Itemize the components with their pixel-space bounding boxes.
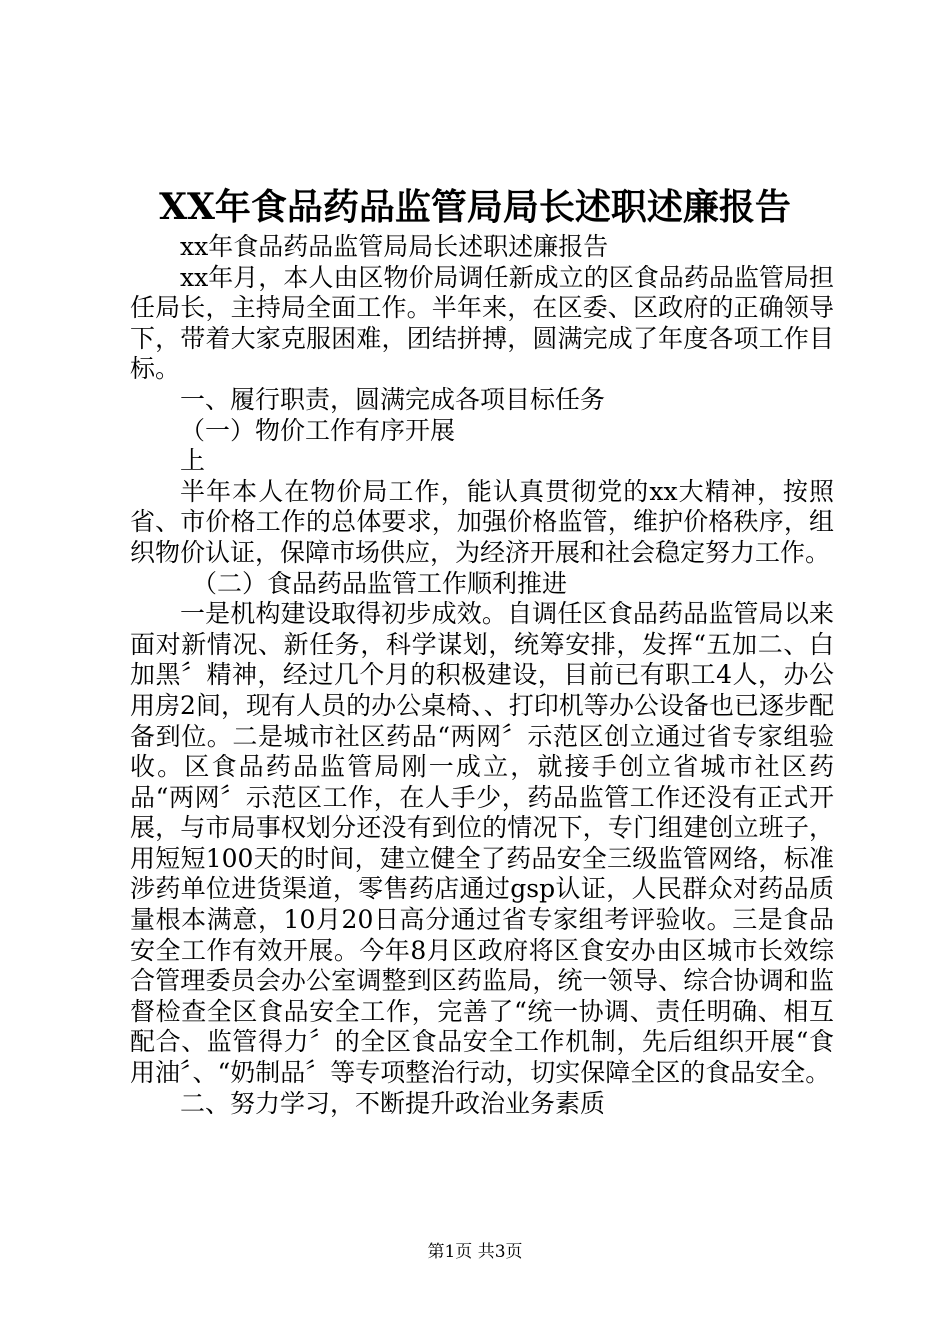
page-footer: 第1页 共3页 — [427, 1242, 523, 1262]
paragraph-price-work: 半年本人在物价局工作，能认真贯彻党的xx大精神，按照省、市价格工作的总体要求，加强价格监管，维护价格秩序，组织物价认证，保障市场供应，为经济开展和社会稳定努力工作。 — [130, 476, 834, 567]
section-heading-2: 二、努力学习，不断提升政治业务素质 — [180, 1088, 606, 1118]
paragraph-intro: xx年月，本人由区物价局调任新成立的区食品药品监管局担任局长，主持局全面工作。半年来，在区委、区政府的正确领导下，带着大家克服困难，团结拼搏，圆满完成了年度各项工作目标。 — [130, 262, 834, 384]
subsection-heading-1: （一）物价工作有序开展 — [180, 415, 456, 445]
subsection-heading-2: （二）食品药品监管工作顺利推进 — [192, 568, 568, 598]
paragraph-fragment: 上 — [180, 446, 206, 476]
document-body — [130, 232, 834, 1119]
paragraph-food-drug-work: 一是机构建设取得初步成效。自调任区食品药品监管局以来面对新情况、新任务，科学谋划，统筹安排，发挥“五加二、白加黑〞精神，经过几个月的积极建设，目前已有职工4人，办公用房2间，现有人员的办公桌椅、、打印机等办公设备也已逐步配备到位。二是城市社区药品“两网〞示范区创立通过省专家组验收。区食品药品监管局刚一成立，就接手创立省城市社区药品“两网〞示范区工作，在人手少，药品监管工作还没有正式开展，与市局事权划分还没有到位的情况下，专门组建创立班子，用短短100天的时间，建立健全了药品安全三级监管网络，标准涉药单位进货渠道，零售药店通过gsp认证，人民群众对药品质量根本满意，10月20日高分通过省专家组考评验收。三是食品安全工作有效开展。今年8月区政府将区食安办由区城市长效综合管理委员会办公室调整到区药监局，统一领导、综合协调和监督检查全区食品安全工作，完善了“统一协调、责任明确、相互配合、监管得力〞的全区食品安全工作机制，先后组织开展“食用油〞、“奶制品〞等专项整治行动，切实保障全区的食品安全。 — [130, 599, 834, 1088]
section-heading-1: 一、履行职责，圆满完成各项目标任务 — [180, 384, 606, 414]
paragraph-subtitle: xx年食品药品监管局局长述职述廉报告 — [180, 232, 609, 261]
document-title: XX年食品药品监管局局长述职述廉报告 — [159, 186, 791, 228]
